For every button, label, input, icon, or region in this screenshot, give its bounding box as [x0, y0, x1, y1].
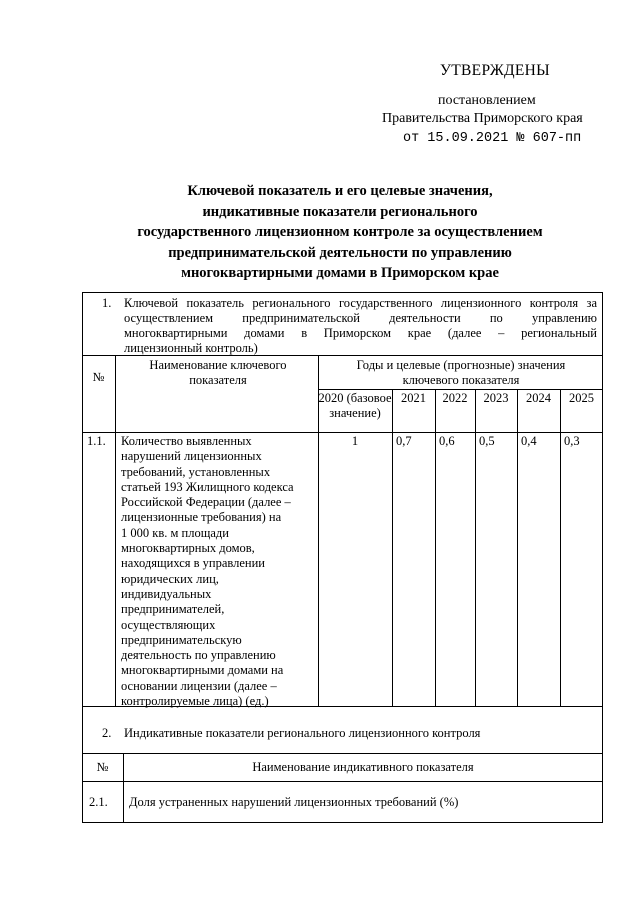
- section1-heading-line-3: многоквартирными домами в Приморском крае (далее – региональный: [124, 326, 597, 340]
- row-1-1-name-line: статьей 193 Жилищного кодекса: [121, 479, 294, 494]
- row-1-1-name-line: предпринимателей,: [121, 602, 225, 617]
- table2-rule: [82, 781, 603, 782]
- row-1-1-name-line: находящихся в управлении: [121, 556, 265, 571]
- year-2021-header: 2021: [401, 391, 426, 405]
- approval-title: УТВЕРЖДЕНЫ: [440, 62, 550, 79]
- value-2025: 0,3: [564, 434, 580, 448]
- col-indicative-name-header: Наименование индикативного показателя: [252, 760, 474, 774]
- table2-rule: [82, 753, 603, 754]
- row-1-1-name-line: контролируемые лица) (ед.): [121, 694, 269, 709]
- row-1-1-name-line: деятельность по управлению: [121, 648, 276, 663]
- title-line-2: индикативные показатели регионального: [202, 203, 478, 220]
- table1-rule: [392, 389, 393, 707]
- row-1-1-number: 1.1.: [87, 434, 106, 448]
- row-1-1-name-line: Российской Федерации (далее –: [121, 495, 291, 510]
- row-1-1-name: [121, 434, 315, 709]
- row-1-1-name-line: основании лицензии (далее –: [121, 678, 277, 693]
- approval-line-2: Правительства Приморского края: [382, 111, 583, 126]
- table1-rule: [115, 355, 116, 707]
- value-2020: 1: [351, 434, 359, 448]
- table1-rule: [82, 432, 603, 433]
- title-line-4: предпринимательской деятельности по управлению: [168, 244, 512, 261]
- section1-number: 1.: [102, 296, 112, 310]
- section1-heading-line-4: лицензионный контроль): [124, 341, 258, 355]
- row-1-1-name-line: юридических лиц,: [121, 571, 219, 586]
- row-1-1-name-line: предпринимательскую: [121, 632, 242, 647]
- table1-rule: [560, 389, 561, 707]
- approval-line-3: от 15.09.2021 № 607-пп: [403, 131, 582, 146]
- year-2022-header: 2022: [442, 391, 468, 405]
- row-1-1-name-line: требований, установленных: [121, 464, 271, 479]
- section2-number: 2.: [102, 726, 112, 740]
- row-1-1-name-line: многоквартирными домами на: [121, 663, 284, 678]
- year-2023-header: 2023: [483, 391, 509, 405]
- row-1-1-name-line: нарушений лицензионных: [121, 449, 262, 464]
- value-2021: 0,7: [396, 434, 412, 448]
- approval-line-1: постановлением: [438, 93, 536, 108]
- table1-rule: [435, 389, 436, 707]
- section1-heading-line-2: осуществлением предпринимательской деятельности по управлению: [124, 311, 597, 325]
- section1-heading-line-1: Ключевой показатель регионального государственного лицензионного контроля за: [124, 296, 597, 310]
- section2-heading: Индикативные показатели регионального лицензионного контроля: [124, 726, 481, 740]
- row-2-1-name: Доля устраненных нарушений лицензионных требований (%): [129, 795, 459, 809]
- table1-rule: [517, 389, 518, 707]
- table1-rule: [475, 389, 476, 707]
- row-1-1-name-line: лицензионные требования) на: [121, 510, 282, 525]
- title-line-3: государственного лицензионном контроле за осуществлением: [137, 224, 543, 240]
- row-1-1-name-line: многоквартирных домов,: [121, 541, 255, 556]
- year-2025-header: 2025: [569, 391, 594, 405]
- title-line-1: Ключевой показатель и его целевые значения,: [187, 183, 493, 199]
- row-1-1-name-line: 1 000 кв. м площади: [121, 525, 229, 540]
- year-2024-header: 2024: [526, 391, 551, 405]
- row-1-1-name-line: осуществляющих: [121, 617, 216, 632]
- document-title: [80, 181, 600, 284]
- value-2022: 0,6: [439, 434, 455, 448]
- title-line-5: многоквартирными домами в Приморском крае: [181, 265, 499, 281]
- year-2020-header: 2020 (базовое значение): [318, 391, 392, 421]
- col-name-header: Наименование ключевого показателя: [149, 358, 287, 388]
- value-2023: 0,5: [479, 434, 495, 448]
- col-years-header: Годы и целевые (прогнозные) значения ключевого показателя: [356, 358, 566, 388]
- col-number-header: №: [92, 370, 105, 384]
- col-number-header-2: №: [96, 760, 109, 774]
- value-2024: 0,4: [521, 434, 537, 448]
- row-2-1-number: 2.1.: [89, 795, 108, 809]
- row-1-1-name-line: Количество выявленных: [121, 434, 252, 448]
- row-1-1-name-line: индивидуальных: [121, 586, 212, 601]
